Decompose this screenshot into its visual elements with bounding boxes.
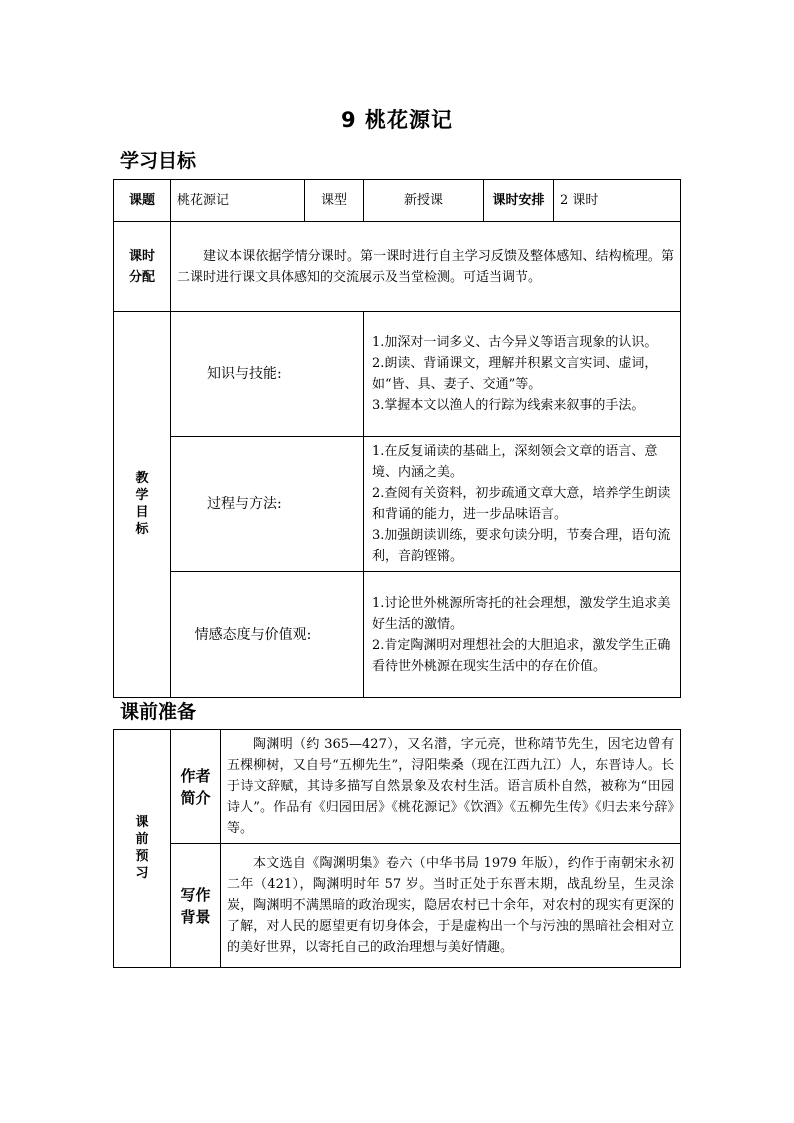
author-label [171,730,221,844]
preview-label-char: 习 [135,865,149,881]
emotion-label: 情感态度与价值观: [171,572,364,698]
list-item: 2.肯定陶渊明对理想社会的大胆追求，激发学生正确看待世外桃源在现实生活中的存在价值。 [372,637,671,674]
author-label-line1: 作者 [180,766,211,785]
allocation-label [114,222,171,312]
schedule-label: 课时安排 [484,180,554,222]
background-label [171,844,221,968]
knowledge-items [364,312,681,437]
emotion-items [364,572,681,698]
page-title: 9 桃花源记 [341,108,453,132]
list-item: 1.加深对一词多义、古今异义等语言现象的认识。 [372,335,658,350]
goals-label-char: 教 [135,470,149,486]
goals-label-char: 学 [135,487,149,503]
topic-value: 桃花源记 [171,180,305,222]
list-item: 1.在反复诵读的基础上，深刻领会文章的语言、意境、内涵之美。 [372,444,658,480]
preview-label [114,730,171,968]
schedule-value: 2 课时 [554,180,681,222]
topic-label: 课题 [114,180,171,222]
list-item: 2.朗读、背诵课文，理解并积累文言实词、虚词，如“皆、具、妻子、交通”等。 [372,356,658,392]
background-label-line1: 写作 [180,885,211,904]
goals-label [114,312,171,698]
process-label: 过程与方法: [171,437,364,572]
section-heading-preparation: 课前准备 [120,701,197,723]
list-item: 1.讨论世外桃源所寄托的社会理想，激发学生追求美好生活的激情。 [372,595,671,632]
type-value: 新授课 [364,180,484,222]
section-heading-goals: 学习目标 [120,150,197,172]
preparation-table [113,729,681,968]
type-label: 课型 [305,180,364,222]
goals-table [113,179,681,698]
allocation-label-line1: 课时 [128,248,155,264]
preview-label-char: 预 [135,848,149,864]
author-text: 陶渊明（约 365—427），又名潜，字元亮，世称靖节先生，因宅边曾有五棵柳树，又自号“五柳先生”，浔阳柴桑（现在江西九江）人，东晋诗人。长于诗文辞赋，其诗多描写自然景象及农村生活。语言质朴自然，被称为“田园诗人”。作品有《归园田居》《桃花源记》《饮酒》《五柳先生传》《归去来兮辞》等。 [221,730,681,844]
knowledge-label: 知识与技能: [171,312,364,437]
background-label-line2: 背景 [180,907,211,926]
process-items [364,437,681,572]
background-text: 本文选自《陶渊明集》卷六（中华书局 1979 年版），约作于南朝宋永初二年（421），陶渊明时年 57 岁。当时正处于东晋末期，战乱纷呈，生灵涂炭，陶渊明不满黑暗的政治现实，隐居农村已十余年，对农村的现实有更深的了解，对人民的愿望更有切身体会，于是虚构出一个与污浊的黑暗社会相对立的美好世界，以寄托自己的政治理想与美好情趣。 [221,844,681,968]
list-item: 3.加强朗读训练，要求句读分明，节奏合理，语句流利，音韵铿锵。 [372,528,671,564]
preview-label-char: 课 [135,814,149,830]
allocation-text: 建议本课依据学情分课时。第一课时进行自主学习反馈及整体感知、结构梳理。第二课时进行课文具体感知的交流展示及当堂检测。可适当调节。 [171,222,681,312]
preview-label-char: 前 [135,831,149,847]
goals-label-char: 标 [135,521,149,537]
list-item: 2.查阅有关资料，初步疏通文章大意，培养学生朗读和背诵的能力，进一步品味语言。 [372,486,671,522]
list-item: 3.掌握本文以渔人的行踪为线索来叙事的手法。 [372,398,645,413]
allocation-label-line2: 分配 [128,269,155,285]
author-label-line2: 简介 [180,788,211,807]
goals-label-char: 目 [135,504,149,520]
